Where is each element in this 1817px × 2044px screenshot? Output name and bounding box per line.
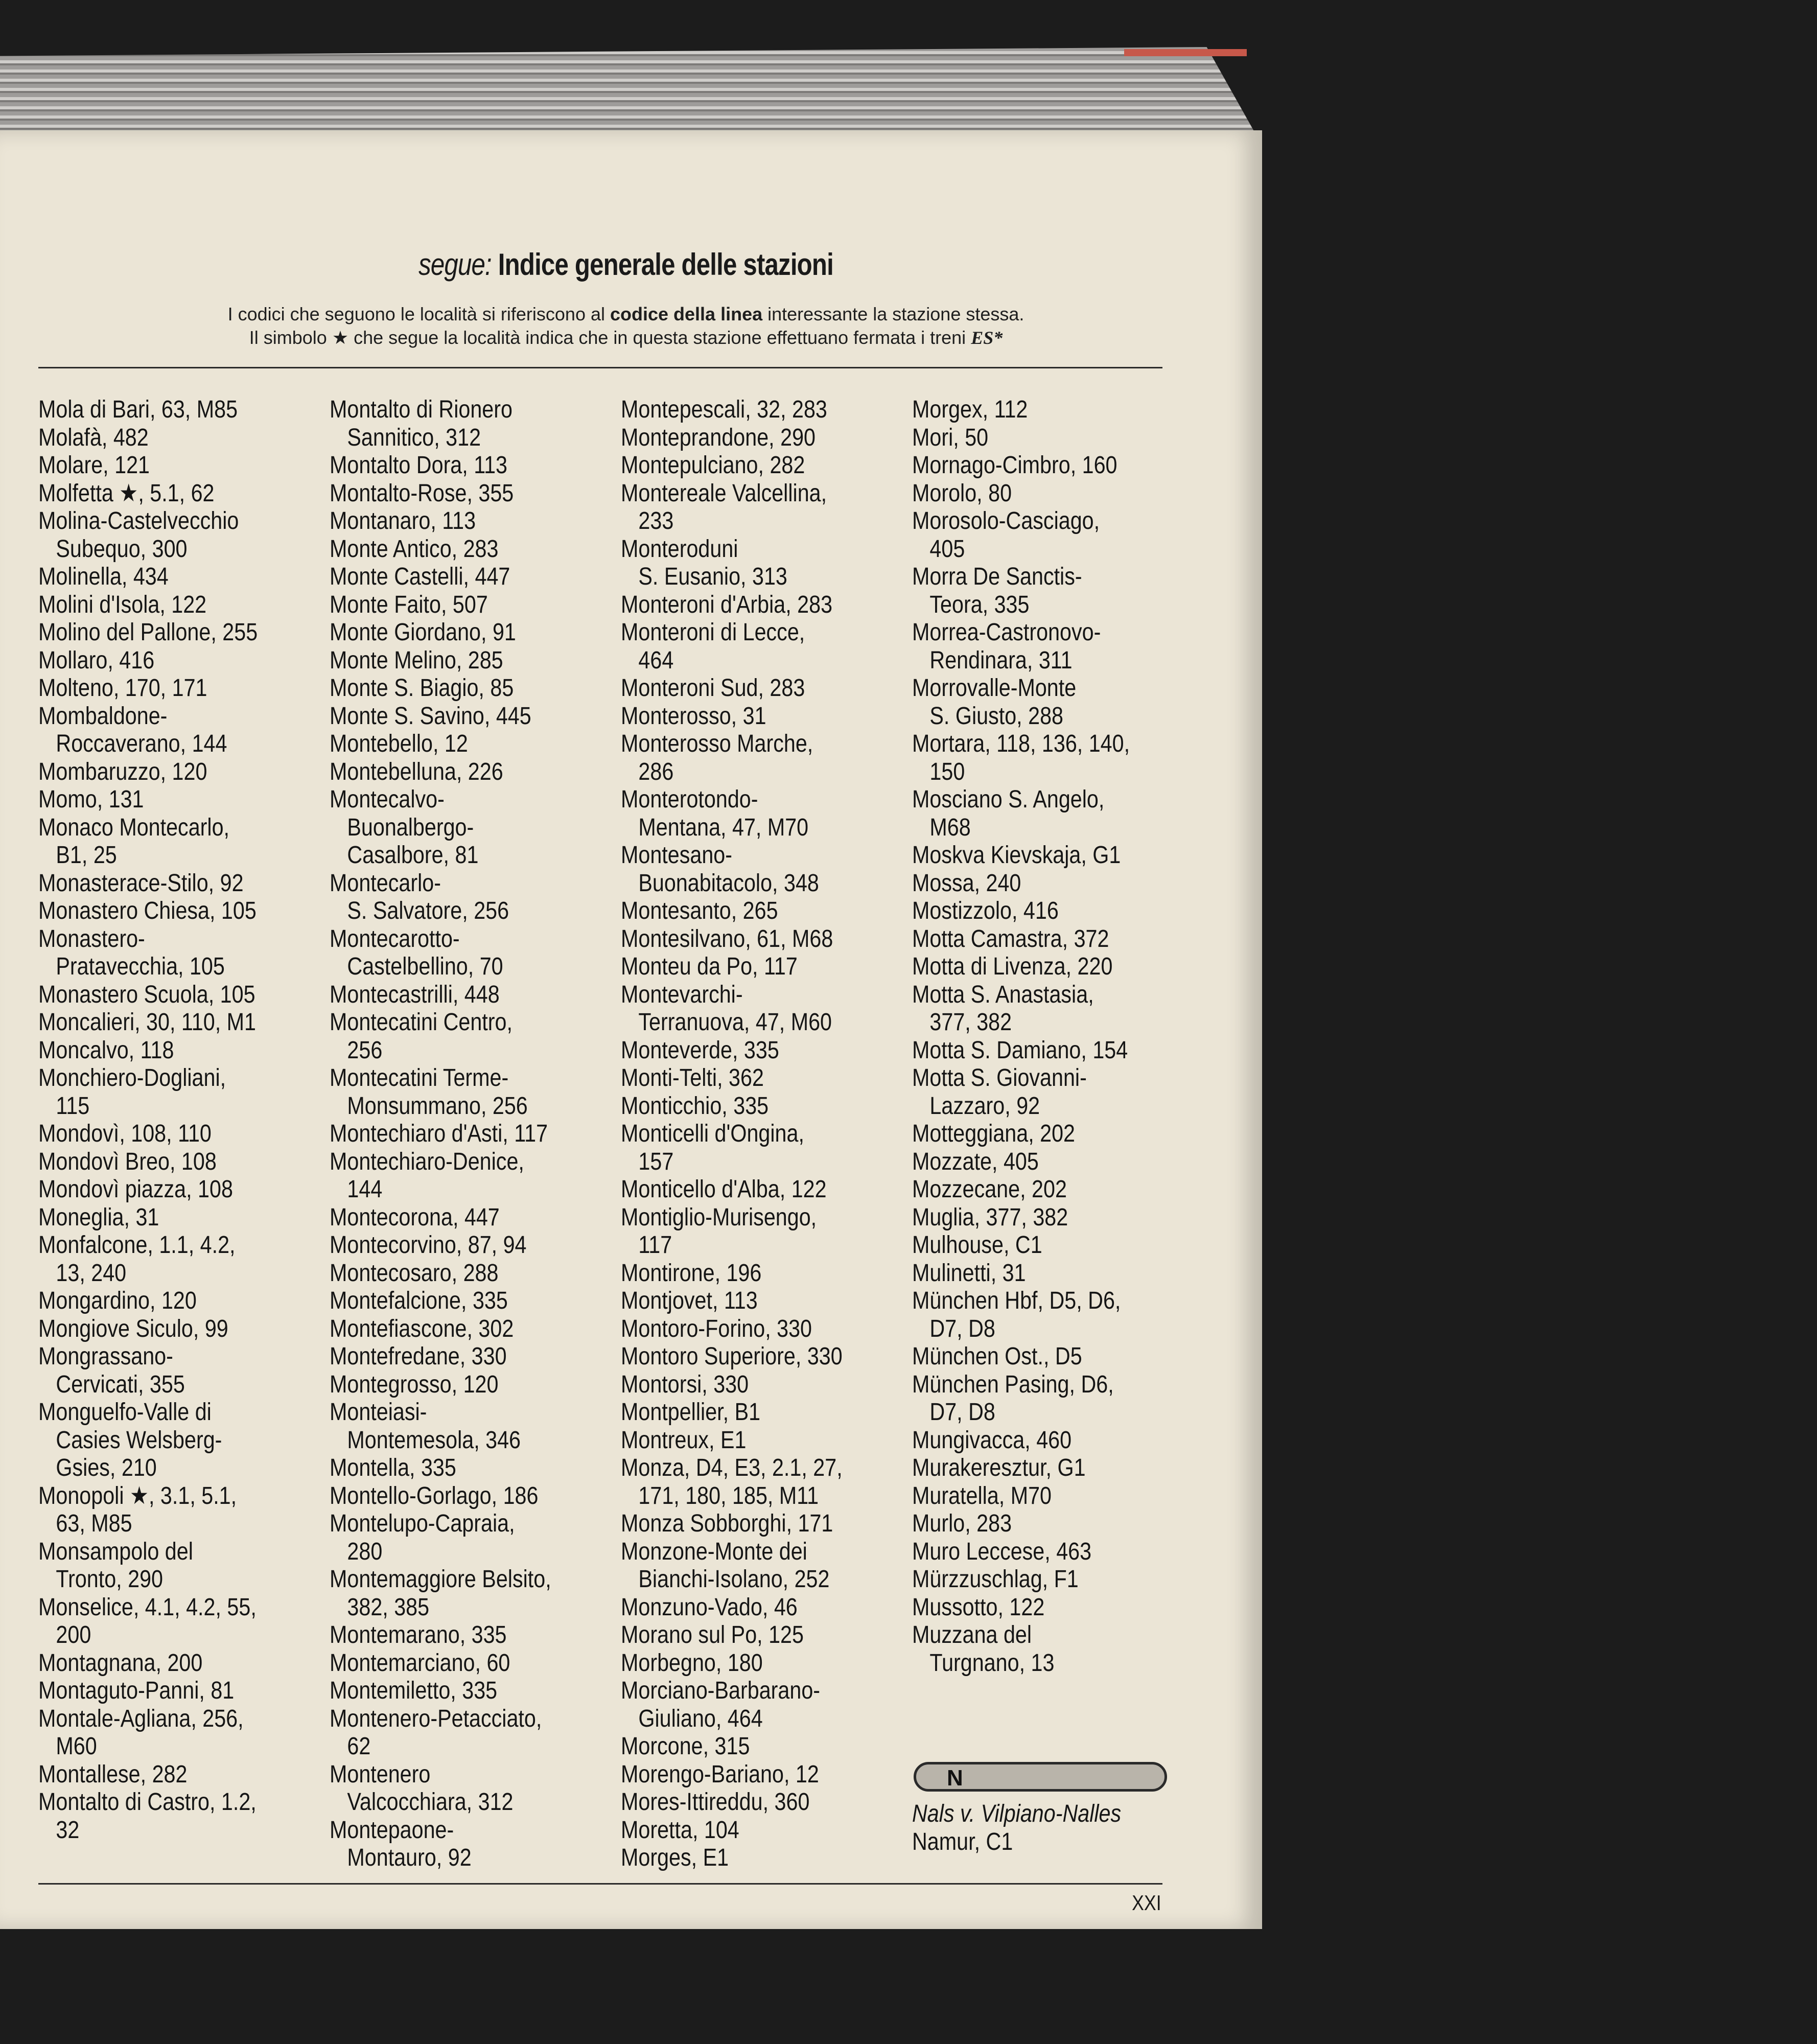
subtitle-line-2 <box>0 326 1252 350</box>
index-entry-continuation: 171, 180, 185, M11 <box>638 1482 819 1509</box>
index-entry: Montebelluna, 226 <box>330 758 503 785</box>
index-entry: Muratella, M70 <box>912 1482 1052 1509</box>
index-entry: Motta S. Damiano, 154 <box>912 1036 1128 1064</box>
index-entry: Monzuno-Vado, 46 <box>621 1593 798 1621</box>
index-entry-continuation: Roccaverano, 144 <box>56 730 227 757</box>
index-entry-continuation: Casies Welsberg- <box>56 1426 222 1454</box>
index-entry: Montello-Gorlago, 186 <box>330 1482 539 1509</box>
index-entry: Montereale Valcellina, <box>621 479 827 507</box>
index-entry: Molfetta ★, 5.1, 62 <box>38 479 215 507</box>
section-letter-badge <box>914 1762 1167 1792</box>
index-entry: Monteroni di Lecce, <box>621 619 805 646</box>
index-entry-continuation: S. Giusto, 288 <box>929 702 1063 730</box>
index-entry: Morengo-Bariano, 12 <box>621 1760 819 1788</box>
index-entry-continuation: Tronto, 290 <box>56 1566 163 1593</box>
title-prefix: segue: <box>418 247 492 282</box>
index-entry-continuation: 13, 240 <box>56 1259 127 1287</box>
index-entry: Monte Faito, 507 <box>330 591 488 618</box>
index-entry: Monastero Chiesa, 105 <box>38 897 257 924</box>
index-entry-continuation: S. Eusanio, 313 <box>638 563 787 590</box>
index-entry: Mossa, 240 <box>912 869 1021 897</box>
index-entry-continuation: 233 <box>638 507 674 535</box>
index-entry: Mola di Bari, 63, M85 <box>38 396 238 423</box>
index-entry-continuation: Lazzaro, 92 <box>929 1092 1040 1120</box>
index-column-3 <box>621 396 897 1872</box>
index-entry: Molini d'Isola, 122 <box>38 591 207 618</box>
index-entry-continuation: Teora, 335 <box>929 591 1030 618</box>
index-entry: Motta S. Anastasia, <box>912 981 1094 1008</box>
index-entry-continuation: Buonalbergo- <box>347 814 474 841</box>
index-entry: Morosolo-Casciago, <box>912 507 1100 535</box>
index-entry: Mondovì Breo, 108 <box>38 1148 217 1175</box>
index-entry-continuation: Valcocchiara, 312 <box>347 1788 514 1816</box>
index-entry-continuation: S. Salvatore, 256 <box>347 897 509 924</box>
index-entry: Morciano-Barbarano- <box>621 1677 821 1704</box>
index-entry: Montemarano, 335 <box>330 1621 507 1648</box>
index-entry-continuation: 286 <box>638 758 674 785</box>
index-entry-continuation: Terranuova, 47, M60 <box>638 1009 832 1036</box>
index-entry: Mombaruzzo, 120 <box>38 758 207 785</box>
index-entry: Montecatini Terme- <box>330 1064 509 1091</box>
index-entry: München Pasing, D6, <box>912 1371 1114 1398</box>
section-n-entries <box>912 1800 1188 1856</box>
index-entry: Monchiero-Dogliani, <box>38 1064 226 1091</box>
index-entry: Mornago-Cimbro, 160 <box>912 452 1117 479</box>
index-column-1 <box>38 396 314 1844</box>
index-entry: Montalto di Rionero <box>330 396 513 423</box>
index-entry: Montegrosso, 120 <box>330 1371 499 1398</box>
index-entry: Monastero Scuola, 105 <box>38 981 255 1008</box>
index-entry: Mozzecane, 202 <box>912 1176 1067 1203</box>
index-entry-continuation: Buonabitacolo, 348 <box>638 869 819 897</box>
index-entry-continuation: 280 <box>347 1538 383 1565</box>
index-entry-continuation: Mentana, 47, M70 <box>638 814 809 841</box>
section-letter: N <box>947 1766 963 1791</box>
index-entry-continuation: 256 <box>347 1036 383 1064</box>
index-entry-continuation: 200 <box>56 1621 91 1648</box>
index-entry: Motteggiana, 202 <box>912 1120 1076 1147</box>
index-entry: Montecatini Centro, <box>330 1009 513 1036</box>
index-entry: Montefredane, 330 <box>330 1343 507 1370</box>
index-entry-continuation: Sannitico, 312 <box>347 424 481 451</box>
index-entry: Momo, 131 <box>38 786 144 813</box>
index-entry-continuation: 157 <box>638 1148 674 1175</box>
index-entry: Monteiasi- <box>330 1399 427 1426</box>
index-entry: Motta S. Giovanni- <box>912 1064 1087 1091</box>
index-entry: Montirone, 196 <box>621 1259 762 1287</box>
index-entry: Montenero <box>330 1760 431 1788</box>
index-entry-continuation: Cervicati, 355 <box>56 1371 185 1398</box>
index-entry-continuation: Turgnano, 13 <box>929 1649 1055 1677</box>
index-entry: Mulhouse, C1 <box>912 1232 1042 1259</box>
index-entry: Montepaone- <box>330 1816 454 1844</box>
index-entry-continuation: Monsummano, 256 <box>347 1092 528 1120</box>
index-entry: Motta di Livenza, 220 <box>912 953 1113 980</box>
index-entry: Montenero-Petacciato, <box>330 1705 542 1732</box>
index-entry-continuation: 117 <box>638 1232 672 1259</box>
index-entry: Montagnana, 200 <box>38 1649 203 1677</box>
index-entry: Montecorvino, 87, 94 <box>330 1232 527 1259</box>
index-entry: Montevarchi- <box>621 981 743 1008</box>
subtitle <box>0 303 1252 350</box>
index-entry: Monteverde, 335 <box>621 1036 779 1064</box>
index-entry: Mondovì, 108, 110 <box>38 1120 212 1147</box>
index-entry: Nals v. Vilpiano-Nalles <box>912 1800 1122 1827</box>
index-entry: Montepescali, 32, 283 <box>621 396 827 423</box>
index-entry: Molare, 121 <box>38 452 150 479</box>
index-entry: Mombaldone- <box>38 702 168 730</box>
es-logo: ES* <box>971 328 1003 348</box>
subtitle-bold: codice della linea <box>610 304 763 324</box>
index-entry: Molteno, 170, 171 <box>38 675 207 702</box>
index-entry-continuation: Pratavecchia, 105 <box>56 953 225 980</box>
index-entry: Montepulciano, 282 <box>621 452 805 479</box>
index-entry: Montefiascone, 302 <box>330 1315 514 1342</box>
index-entry: Montechiaro-Denice, <box>330 1148 524 1175</box>
index-entry: München Ost., D5 <box>912 1343 1082 1370</box>
index-entry: Morano sul Po, 125 <box>621 1621 804 1648</box>
index-entry: Montalto Dora, 113 <box>330 452 508 479</box>
index-column-4 <box>912 396 1188 1677</box>
index-entry: Monasterace-Stilo, 92 <box>38 869 244 897</box>
index-entry: Monza, D4, E3, 2.1, 27, <box>621 1454 843 1481</box>
index-entry: Montalto di Castro, 1.2, <box>38 1788 257 1816</box>
index-entry-continuation: Montauro, 92 <box>347 1844 472 1871</box>
index-entry: Monterosso Marche, <box>621 730 813 757</box>
index-entry-continuation: 150 <box>929 758 965 785</box>
page-header <box>0 247 1252 350</box>
index-entry: Montecorona, 447 <box>330 1203 500 1231</box>
index-entry-continuation: Montemesola, 346 <box>347 1426 521 1454</box>
index-entry: Morrea-Castronovo- <box>912 619 1101 646</box>
index-entry: Monaco Montecarlo, <box>38 814 230 841</box>
index-entry: Montecalvo- <box>330 786 445 813</box>
index-entry: Molafà, 482 <box>38 424 149 451</box>
index-entry: Monte Giordano, 91 <box>330 619 516 646</box>
index-entry: Monguelfo-Valle di <box>38 1399 212 1426</box>
index-entry: Montefalcione, 335 <box>330 1287 508 1314</box>
index-entry: Motta Camastra, 372 <box>912 925 1109 953</box>
index-entry: Moneglia, 31 <box>38 1203 159 1231</box>
index-entry: Montoro Superiore, 330 <box>621 1343 843 1370</box>
index-entry: Montebello, 12 <box>330 730 468 757</box>
index-entry: Monteroni d'Arbia, 283 <box>621 591 833 618</box>
index-entry: Morbegno, 180 <box>621 1649 763 1677</box>
index-entry-continuation: Castelbellino, 70 <box>347 953 503 980</box>
index-entry: Monti-Telti, 362 <box>621 1064 764 1091</box>
page-title <box>418 247 833 282</box>
index-entry: Mores-Ittireddu, 360 <box>621 1788 810 1816</box>
index-entry-continuation: 405 <box>929 535 965 563</box>
index-entry-continuation: Rendinara, 311 <box>929 646 1073 674</box>
subtitle-text: Il simbolo ★ che segue la località indica che in questa stazione effettuano fermata i treni <box>249 327 971 348</box>
index-entry: Mortara, 118, 136, 140, <box>912 730 1130 757</box>
index-entry-continuation: B1, 25 <box>56 842 117 869</box>
index-entry: Montoro-Forino, 330 <box>621 1315 812 1342</box>
index-entry: Mozzate, 405 <box>912 1148 1039 1175</box>
index-entry: Morrovalle-Monte <box>912 675 1077 702</box>
index-entry: Monzone-Monte dei <box>621 1538 807 1565</box>
subtitle-line-1 <box>0 303 1252 326</box>
index-entry: Monopoli ★, 3.1, 5.1, <box>38 1482 237 1509</box>
index-entry: Monteprandone, 290 <box>621 424 816 451</box>
index-entry: Monza Sobborghi, 171 <box>621 1510 833 1537</box>
index-entry: Morolo, 80 <box>912 479 1012 507</box>
index-entry: Montemarciano, 60 <box>330 1649 510 1677</box>
index-entry: Montecosaro, 288 <box>330 1259 499 1287</box>
index-entry-continuation: 377, 382 <box>929 1009 1012 1036</box>
index-entry-continuation: M60 <box>56 1733 97 1760</box>
index-entry: Mongiove Siculo, 99 <box>38 1315 228 1342</box>
index-entry: Muro Leccese, 463 <box>912 1538 1092 1565</box>
index-entry-continuation: 115 <box>56 1092 90 1120</box>
index-entry: Monteu da Po, 117 <box>621 953 798 980</box>
index-column-2 <box>330 396 605 1872</box>
index-entry: Montesano- <box>621 842 732 869</box>
index-entry: Montiglio-Murisengo, <box>621 1203 817 1231</box>
index-entry: Monticchio, 335 <box>621 1092 769 1120</box>
index-entry: Montecarotto- <box>330 925 460 953</box>
index-entry: Murakeresztur, G1 <box>912 1454 1086 1481</box>
index-entry-continuation: Gsies, 210 <box>56 1454 157 1481</box>
index-entry: Monterosso, 31 <box>621 702 766 730</box>
index-entry-continuation: Subequo, 300 <box>56 535 188 563</box>
index-entry: Monteroni Sud, 283 <box>621 675 805 702</box>
index-entry: Montorsi, 330 <box>621 1371 749 1398</box>
index-entry: Montemaggiore Belsito, <box>330 1566 551 1593</box>
index-entry-continuation: 32 <box>56 1816 80 1844</box>
index-entry: Monte S. Biagio, 85 <box>330 675 514 702</box>
book-page-edges <box>0 47 1257 136</box>
index-entry-continuation: 63, M85 <box>56 1510 132 1537</box>
index-entry: Moskva Kievskaja, G1 <box>912 842 1121 869</box>
index-entry: Molinella, 434 <box>38 563 169 590</box>
index-entry: Moncalieri, 30, 110, M1 <box>38 1009 257 1036</box>
index-entry-continuation: Casalbore, 81 <box>347 842 479 869</box>
index-entry: Montemiletto, 335 <box>330 1677 498 1704</box>
index-entry: Muzzana del <box>912 1621 1032 1648</box>
index-entry: Moretta, 104 <box>621 1816 739 1844</box>
index-entry: Montelupo-Capraia, <box>330 1510 515 1537</box>
index-entry-continuation: 62 <box>347 1733 371 1760</box>
index-entry: Mulinetti, 31 <box>912 1259 1026 1287</box>
page-number: XXI <box>1132 1891 1161 1915</box>
index-entry-continuation: 464 <box>638 646 674 674</box>
index-entry: Monselice, 4.1, 4.2, 55, <box>38 1593 257 1621</box>
index-entry-continuation: D7, D8 <box>929 1399 995 1426</box>
index-entry: Montaguto-Panni, 81 <box>38 1677 235 1704</box>
index-entry: Monte S. Savino, 445 <box>330 702 531 730</box>
index-entry: Moncalvo, 118 <box>38 1036 174 1064</box>
index-entry: Montecastrilli, 448 <box>330 981 500 1008</box>
index-entry-continuation: D7, D8 <box>929 1315 995 1342</box>
index-entry: Monteroduni <box>621 535 738 563</box>
index-entry: Mollaro, 416 <box>38 646 155 674</box>
index-entry-continuation: Giuliano, 464 <box>638 1705 763 1732</box>
index-entry: Monte Antico, 283 <box>330 535 499 563</box>
index-entry: Montella, 335 <box>330 1454 456 1481</box>
index-entry: Monticello d'Alba, 122 <box>621 1176 827 1203</box>
index-entry: Morcone, 315 <box>621 1733 750 1760</box>
index-entry: Mori, 50 <box>912 424 989 451</box>
index-entry: Monsampolo del <box>38 1538 193 1565</box>
index-entry: Monfalcone, 1.1, 4.2, <box>38 1232 236 1259</box>
index-entry-continuation: Bianchi-Isolano, 252 <box>638 1566 830 1593</box>
index-entry: Muglia, 377, 382 <box>912 1203 1068 1231</box>
index-entry-continuation: M68 <box>929 814 971 841</box>
index-entry: Montale-Agliana, 256, <box>38 1705 244 1732</box>
index-entry: Namur, C1 <box>912 1828 1013 1855</box>
index-entry: Montpellier, B1 <box>621 1399 761 1426</box>
index-entry: Montallese, 282 <box>38 1760 188 1788</box>
index-entry: Monastero- <box>38 925 145 953</box>
index-entry: Montechiaro d'Asti, 117 <box>330 1120 548 1147</box>
index-entry: Monte Castelli, 447 <box>330 563 510 590</box>
index-entry: Mondovì piazza, 108 <box>38 1176 233 1203</box>
index-entry: Mongardino, 120 <box>38 1287 197 1314</box>
index-entry: Montreux, E1 <box>621 1426 747 1454</box>
index-entry: Montalto-Rose, 355 <box>330 479 514 507</box>
index-entry: Mürzzuschlag, F1 <box>912 1566 1079 1593</box>
title-main: Indice generale delle stazioni <box>491 247 833 282</box>
index-entry: Montecarlo- <box>330 869 441 897</box>
index-entry-continuation: 144 <box>347 1176 383 1203</box>
index-entry: Mosciano S. Angelo, <box>912 786 1105 813</box>
footer-rule <box>38 1883 1162 1885</box>
index-entry: Murlo, 283 <box>912 1510 1012 1537</box>
subtitle-text: I codici che seguono le località si riferiscono al <box>227 304 610 324</box>
index-entry-continuation: 382, 385 <box>347 1593 430 1621</box>
index-entry: Montjovet, 113 <box>621 1287 758 1314</box>
index-entry: Morgex, 112 <box>912 396 1028 423</box>
index-entry: Montanaro, 113 <box>330 507 476 535</box>
book-page <box>0 130 1262 1929</box>
index-entry: Molina-Castelvecchio <box>38 507 239 535</box>
index-entry: Molino del Pallone, 255 <box>38 619 258 646</box>
index-entry: Monterotondo- <box>621 786 758 813</box>
page-edge-marker <box>1124 49 1247 56</box>
index-entry: München Hbf, D5, D6, <box>912 1287 1121 1314</box>
index-entry: Montesilvano, 61, M68 <box>621 925 833 953</box>
index-entry: Mussotto, 122 <box>912 1593 1045 1621</box>
index-entry: Mungivacca, 460 <box>912 1426 1072 1454</box>
index-entry: Montesanto, 265 <box>621 897 778 924</box>
index-entry: Mongrassano- <box>38 1343 173 1370</box>
header-rule <box>38 367 1162 368</box>
index-entry: Morra De Sanctis- <box>912 563 1082 590</box>
index-entry: Monte Melino, 285 <box>330 646 503 674</box>
subtitle-text: interessante la stazione stessa. <box>762 304 1024 324</box>
index-entry: Mostizzolo, 416 <box>912 897 1059 924</box>
index-entry: Monticelli d'Ongina, <box>621 1120 804 1147</box>
index-entry: Morges, E1 <box>621 1844 729 1871</box>
